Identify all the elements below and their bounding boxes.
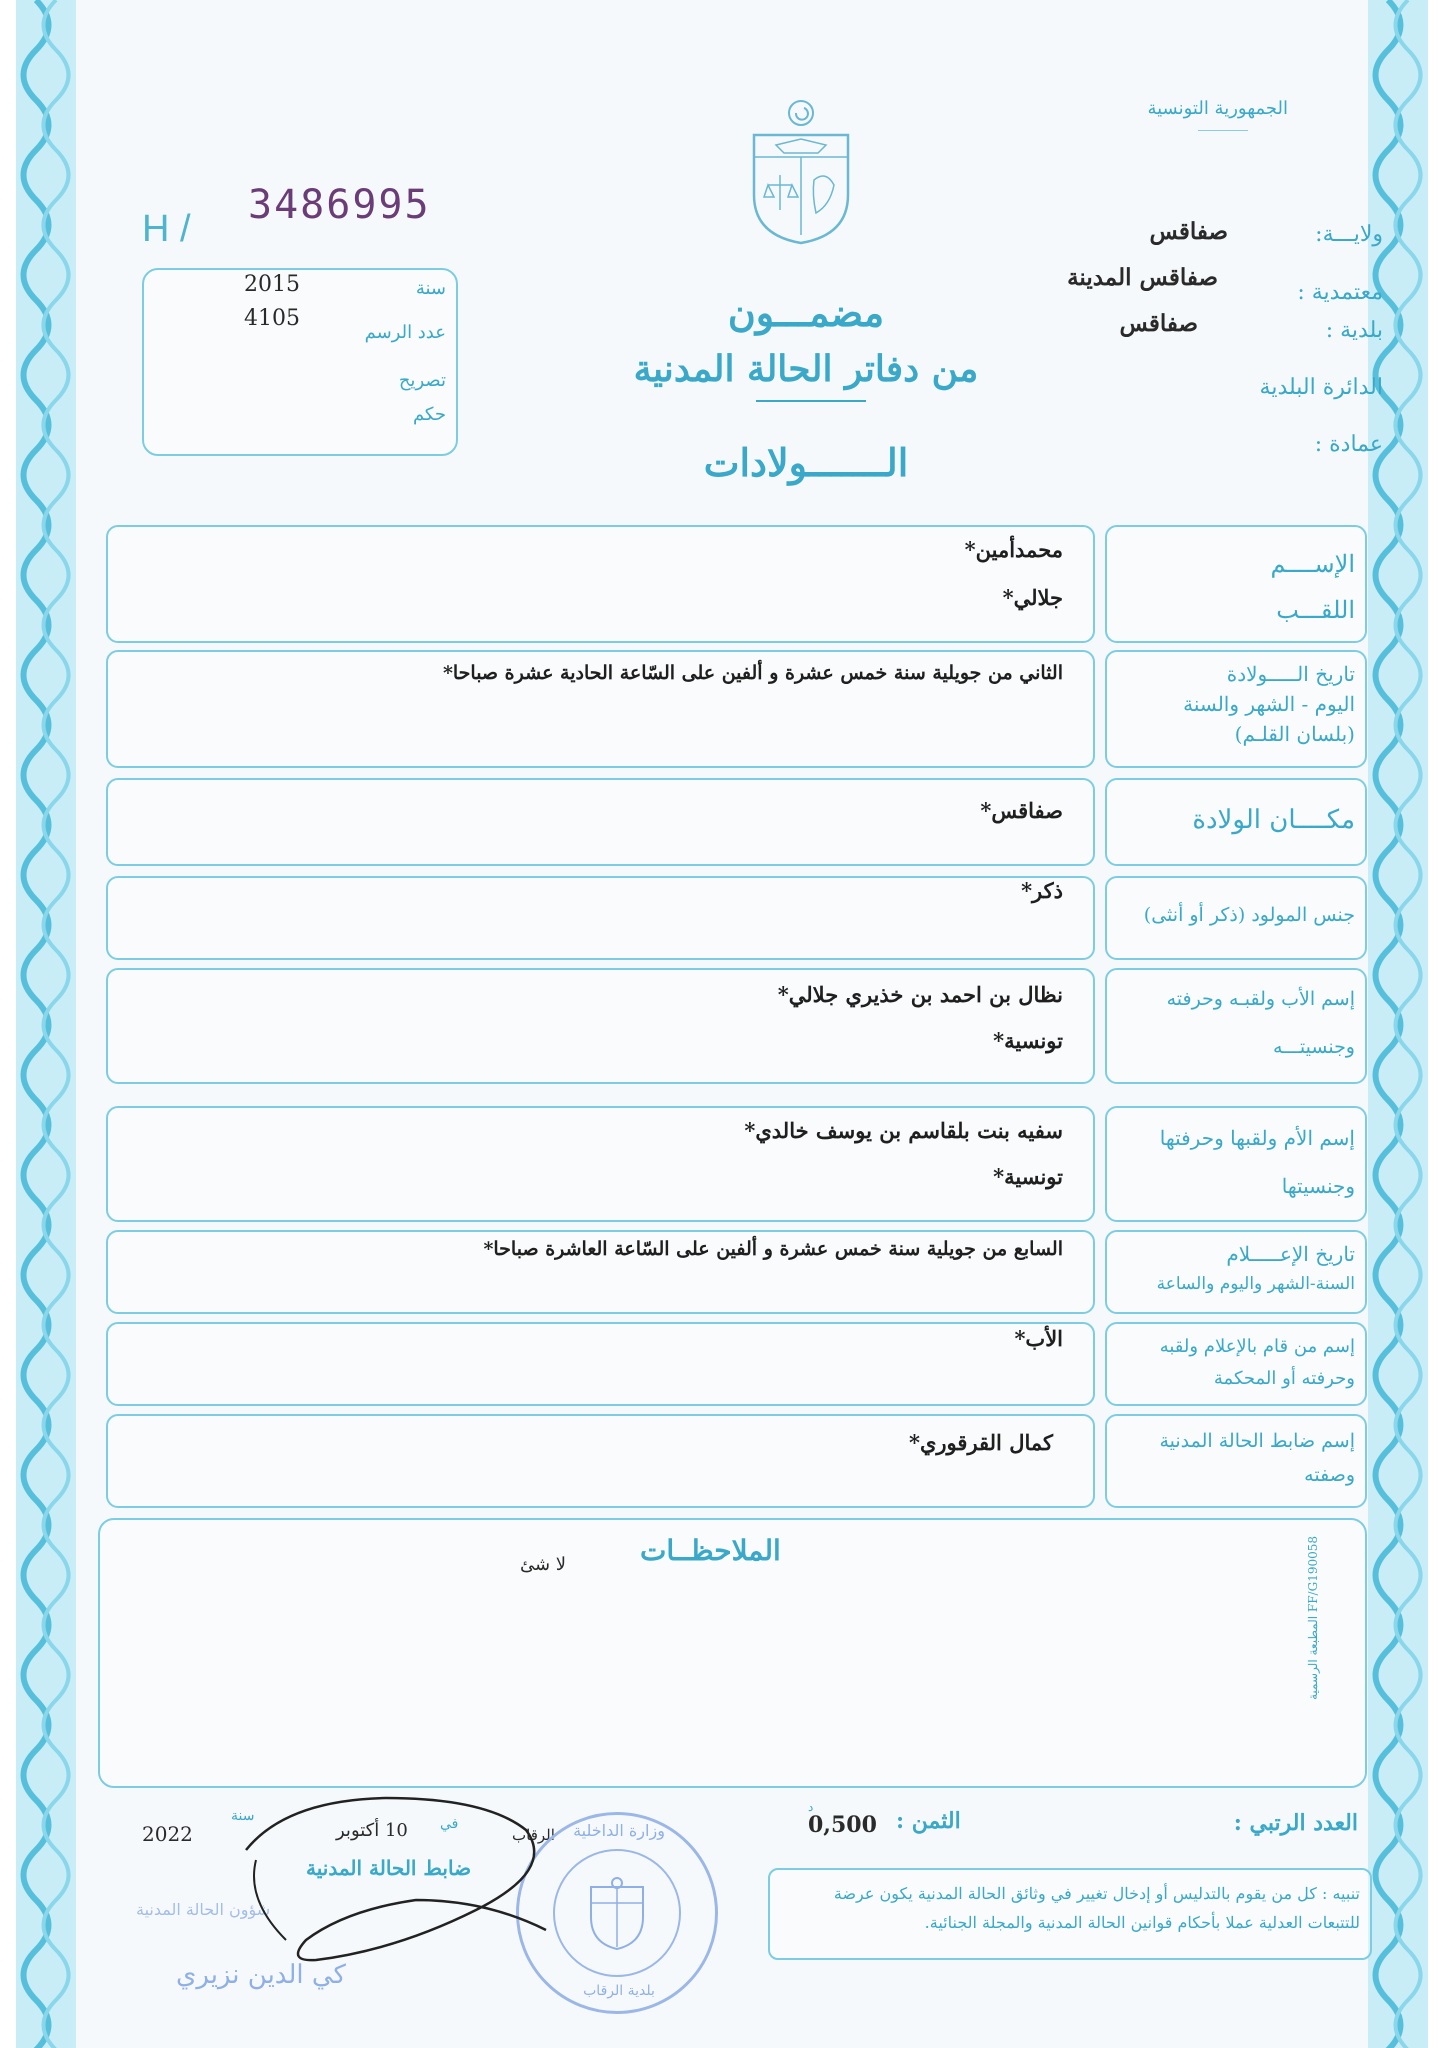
motamadia-value: صفاقس المدينة bbox=[1067, 264, 1218, 291]
officer-sublabel: وصفته bbox=[1304, 1464, 1355, 1486]
surname-label: اللقـــب bbox=[1276, 596, 1355, 624]
handwritten-signature bbox=[226, 1790, 586, 1970]
coat-of-arms-emblem bbox=[746, 95, 856, 245]
sex-label-box bbox=[1105, 876, 1367, 960]
first-name-label: الإســــم bbox=[1270, 550, 1355, 578]
mother-value-box bbox=[106, 1106, 1095, 1222]
birth-date-value-box bbox=[106, 650, 1095, 768]
name-value-box bbox=[106, 525, 1095, 643]
mother-nationality-value: تونسية* bbox=[993, 1164, 1063, 1189]
footer-year-value: 2022 bbox=[142, 1822, 193, 1846]
birth-certificate-page bbox=[16, 0, 1428, 2048]
name-label-box bbox=[1105, 525, 1367, 643]
declaration-date-sublabel: السنة-الشهر واليوم والساعة bbox=[1156, 1274, 1355, 1294]
registry-declaration-label: تصريح bbox=[398, 370, 446, 391]
father-label-box bbox=[1105, 968, 1367, 1084]
footer-officer-title: ضابط الحالة المدنية bbox=[306, 1856, 472, 1880]
registry-year-value: 2015 bbox=[244, 272, 300, 297]
surname-value: جلالي* bbox=[1002, 585, 1063, 610]
declarant-label: إسم من قام بالإعلام ولقبه bbox=[1159, 1336, 1355, 1357]
stamp-signature-name: كي الدين نزيري bbox=[176, 1960, 346, 1990]
stamp-ring-top: وزارة الداخلية bbox=[573, 1821, 665, 1840]
father-nationality-value: تونسية* bbox=[993, 1028, 1063, 1053]
declaration-date-label-box bbox=[1105, 1230, 1367, 1314]
motamadia-label: معتمدية : bbox=[1297, 280, 1383, 305]
birth-place-value: صفاقس* bbox=[980, 798, 1063, 823]
birth-date-in-words-label: (بلسان القلـم) bbox=[1234, 722, 1355, 746]
warning-text: تنبيه : كل من يقوم بالتدليس أو إدخال تغيير في وثائق الحالة المدنية يكون عرضة للتتبعات العدلية عملا بأحكام قوانين الحالة المدنية والمجلة الجنائية. bbox=[833, 1884, 1360, 1932]
father-value-box bbox=[106, 968, 1095, 1084]
title-line2: من دفاتر الحالة المدنية bbox=[633, 348, 979, 390]
remarks-title: الملاحظــات bbox=[640, 1534, 781, 1567]
sex-value: ذكر* bbox=[1021, 878, 1063, 903]
birth-place-value-box bbox=[106, 778, 1095, 866]
registry-judgment-label: حكم bbox=[412, 404, 446, 425]
footer-price-label: الثمن : bbox=[896, 1808, 961, 1834]
declarant-value: الأب* bbox=[1014, 1326, 1063, 1351]
wilaya-value: صفاقس bbox=[1149, 218, 1228, 245]
registry-year-label: سنة bbox=[415, 278, 446, 299]
remarks-box bbox=[98, 1518, 1367, 1788]
footer-raqib: الرقاب bbox=[512, 1826, 555, 1844]
sex-label: جنس المولود (ذكر أو أنثى) bbox=[1143, 904, 1355, 926]
declaration-date-value-box bbox=[106, 1230, 1095, 1314]
footer-serial-label: العدد الرتبي : bbox=[1233, 1810, 1358, 1836]
mother-name-value: سفيه بنت بلقاسم بن يوسف خالدي* bbox=[744, 1118, 1063, 1143]
father-nationality-label: وجنسيتـــه bbox=[1273, 1036, 1355, 1058]
remarks-value: لا شئ bbox=[520, 1554, 567, 1575]
baladia-value: صفاقس bbox=[1119, 310, 1198, 337]
sex-value-box bbox=[106, 876, 1095, 960]
first-name-value: محمدأمين* bbox=[964, 537, 1063, 562]
right-guilloche-border bbox=[1368, 0, 1428, 2048]
serial-prefix: H / bbox=[142, 208, 191, 250]
officer-value-box bbox=[106, 1414, 1095, 1508]
mother-label: إسم الأم ولقبها وحرفتها bbox=[1159, 1126, 1355, 1150]
wilaya-label: ولايـــة: bbox=[1315, 222, 1383, 247]
left-guilloche-border bbox=[16, 0, 76, 2048]
footer-year-label: سنة bbox=[231, 1808, 255, 1824]
father-label: إسم الأب ولقبـه وحرفته bbox=[1166, 988, 1355, 1010]
declarant-value-box bbox=[106, 1322, 1095, 1406]
birth-date-sublabel: اليوم - الشهر والسنة bbox=[1183, 692, 1355, 716]
title-underline bbox=[756, 400, 866, 402]
printer-code: المطبعة الرسمية FF/G190058 bbox=[1306, 1536, 1320, 1700]
title-line3: الـــــــولادات bbox=[703, 440, 909, 485]
declaration-date-value: السابع من جويلية سنة خمس عشرة و ألفين على السّاعة العاشرة صباحا* bbox=[483, 1238, 1063, 1260]
republic-underline bbox=[1198, 130, 1248, 131]
birth-place-label: مكــــان الولادة bbox=[1192, 805, 1355, 835]
stamp-emblem-icon bbox=[585, 1877, 649, 1951]
footer-price-value: 0,500 bbox=[808, 1812, 877, 1838]
officer-label-box bbox=[1105, 1414, 1367, 1508]
officer-label: إسم ضابط الحالة المدنية bbox=[1159, 1430, 1355, 1452]
daira-label: الدائرة البلدية bbox=[1259, 375, 1383, 400]
footer-date-value: 10 أكتوبر bbox=[336, 1820, 408, 1841]
footer-date-prefix: في bbox=[440, 1816, 459, 1832]
birth-date-label-box bbox=[1105, 650, 1367, 768]
mother-label-box bbox=[1105, 1106, 1367, 1222]
officer-value: كمال القرقوري* bbox=[909, 1430, 1053, 1455]
registry-record-label: عدد الرسم bbox=[364, 322, 446, 343]
republic-heading: الجمهورية التونسية bbox=[1147, 98, 1288, 119]
birth-place-label-box bbox=[1105, 778, 1367, 866]
footer-price-unit: د bbox=[808, 1800, 814, 1814]
registry-record-value: 4105 bbox=[244, 306, 300, 331]
declarant-label-box bbox=[1105, 1322, 1367, 1406]
baladia-label: بلدية : bbox=[1325, 318, 1383, 343]
declaration-date-label: تاريخ الإعـــــلام bbox=[1226, 1242, 1355, 1266]
declarant-sublabel: وحرفته أو المحكمة bbox=[1213, 1368, 1355, 1389]
stamp-line: شؤون الحالة المدنية bbox=[136, 1900, 271, 1919]
father-name-value: نظال بن احمد بن خذيري جلالي* bbox=[777, 982, 1063, 1007]
birth-date-label: تاريخ الـــــولادة bbox=[1226, 662, 1355, 686]
omada-label: عمادة : bbox=[1314, 432, 1383, 457]
birth-date-value: الثاني من جويلية سنة خمس عشرة و ألفين على السّاعة الحادية عشرة صباحا* bbox=[442, 662, 1063, 684]
title-line1: مضمـــون bbox=[727, 290, 885, 335]
warning-box bbox=[768, 1868, 1372, 1960]
mother-nationality-label: وجنسيتها bbox=[1281, 1174, 1355, 1198]
serial-number: 3486995 bbox=[248, 182, 431, 228]
stamp-ring-bottom: بلدية الرقاب bbox=[583, 1983, 655, 1999]
registry-box bbox=[142, 268, 458, 456]
